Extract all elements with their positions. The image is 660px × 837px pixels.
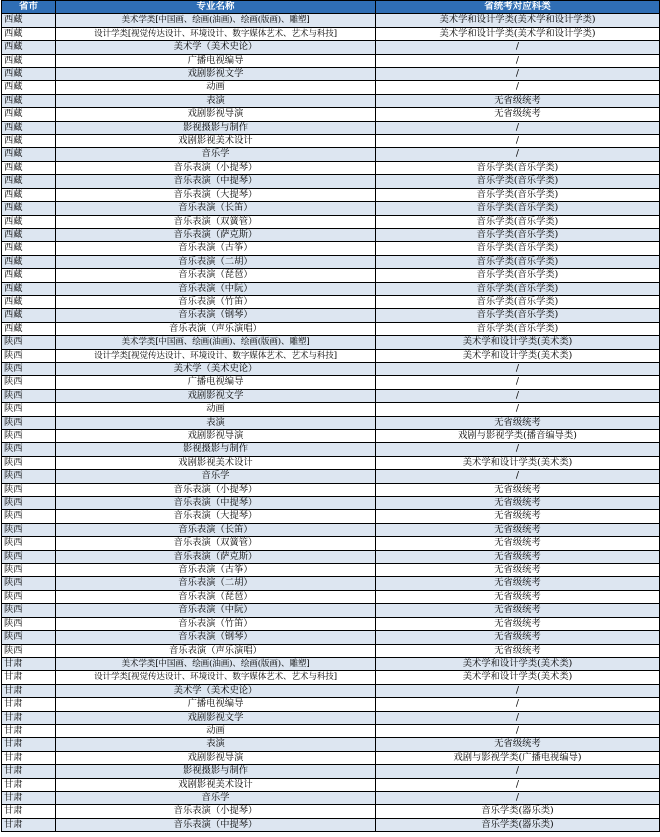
table-row	[2, 430, 660, 443]
major-cell: 音乐表演（中阮）	[56, 604, 376, 617]
exam-category-cell: 音乐学类(音乐学类)	[376, 242, 660, 255]
province-cell: 陕西	[2, 470, 56, 483]
major-cell: 动画	[56, 81, 376, 94]
table-row	[2, 215, 660, 228]
exam-category-cell: /	[376, 376, 660, 389]
table-row	[2, 242, 660, 255]
major-cell: 音乐表演（长笛）	[56, 523, 376, 536]
exam-category-cell: 戏剧与影视学类(广播电视编导)	[376, 751, 660, 764]
major-cell: 广播电视编导	[56, 54, 376, 67]
province-cell: 甘肃	[2, 778, 56, 791]
exam-category-cell: 音乐学类(器乐类)	[376, 818, 660, 831]
province-cell: 甘肃	[2, 805, 56, 818]
table-row	[2, 738, 660, 751]
table-row	[2, 349, 660, 362]
exam-category-cell: /	[376, 81, 660, 94]
table-row	[2, 456, 660, 469]
major-cell: 音乐表演（琵琶）	[56, 269, 376, 282]
exam-category-cell: /	[376, 684, 660, 697]
major-cell: 音乐表演（双簧管）	[56, 537, 376, 550]
table-row	[2, 282, 660, 295]
province-cell: 陕西	[2, 644, 56, 657]
province-cell: 陕西	[2, 523, 56, 536]
table-row	[2, 322, 660, 335]
exam-category-cell: 无省级统考	[376, 550, 660, 563]
exam-category-cell: 美术学和设计学类(美术类)	[376, 349, 660, 362]
header-exam-category: 省统考对应科类	[376, 1, 660, 14]
province-cell: 陕西	[2, 604, 56, 617]
province-cell: 甘肃	[2, 791, 56, 804]
exam-category-cell: 无省级统考	[376, 523, 660, 536]
exam-category-cell: 音乐学类(音乐学类)	[376, 269, 660, 282]
table-row	[2, 604, 660, 617]
major-cell: 音乐表演（钢琴）	[56, 309, 376, 322]
exam-category-cell: /	[376, 68, 660, 81]
major-cell: 音乐表演（古筝）	[56, 242, 376, 255]
exam-category-cell: /	[376, 724, 660, 737]
major-cell: 美术学（美术史论）	[56, 41, 376, 54]
major-cell: 广播电视编导	[56, 698, 376, 711]
table-row	[2, 376, 660, 389]
table-row	[2, 617, 660, 630]
major-cell: 美术学（美术史论）	[56, 684, 376, 697]
exam-category-cell: 美术学和设计学类(美术学和设计学类)	[376, 27, 660, 40]
major-cell: 音乐表演（二胡）	[56, 255, 376, 268]
province-cell: 陕西	[2, 443, 56, 456]
table-row	[2, 510, 660, 523]
major-cell: 影视摄影与制作	[56, 121, 376, 134]
province-cell: 陕西	[2, 376, 56, 389]
major-cell: 音乐表演（声乐演唱）	[56, 644, 376, 657]
art-major-exam-table	[1, 0, 660, 832]
table-row	[2, 309, 660, 322]
exam-category-cell: 音乐学类(音乐学类)	[376, 295, 660, 308]
province-cell: 陕西	[2, 577, 56, 590]
province-cell: 西藏	[2, 27, 56, 40]
exam-category-cell: 音乐学类(音乐学类)	[376, 161, 660, 174]
exam-category-cell: /	[376, 121, 660, 134]
exam-category-cell: 美术学和设计学类(美术类)	[376, 336, 660, 349]
major-cell: 音乐表演（长笛）	[56, 202, 376, 215]
table-row	[2, 483, 660, 496]
table-row	[2, 631, 660, 644]
exam-category-cell: 美术学和设计学类(美术类)	[376, 671, 660, 684]
province-cell: 陕西	[2, 510, 56, 523]
major-cell: 音乐学	[56, 791, 376, 804]
exam-category-cell: /	[376, 148, 660, 161]
table-row	[2, 68, 660, 81]
province-cell: 陕西	[2, 430, 56, 443]
major-cell: 音乐表演（萨克斯）	[56, 228, 376, 241]
major-cell: 戏剧影视导演	[56, 430, 376, 443]
province-cell: 陕西	[2, 416, 56, 429]
exam-category-cell: 音乐学类(器乐类)	[376, 805, 660, 818]
major-cell: 戏剧影视文学	[56, 68, 376, 81]
table-row	[2, 255, 660, 268]
exam-category-cell: /	[376, 41, 660, 54]
province-cell: 西藏	[2, 309, 56, 322]
table-row	[2, 403, 660, 416]
table-row	[2, 805, 660, 818]
exam-category-cell: /	[376, 470, 660, 483]
exam-category-cell: 美术学和设计学类(美术学和设计学类)	[376, 14, 660, 27]
province-cell: 甘肃	[2, 765, 56, 778]
table-row	[2, 577, 660, 590]
major-cell: 美术学类[中国画、绘画(油画)、绘画(版画)、雕塑]	[56, 657, 376, 670]
table-row	[2, 416, 660, 429]
major-cell: 表演	[56, 416, 376, 429]
exam-category-cell: /	[376, 135, 660, 148]
province-cell: 西藏	[2, 228, 56, 241]
table-row	[2, 724, 660, 737]
province-cell: 陕西	[2, 483, 56, 496]
major-cell: 音乐表演（小提琴）	[56, 805, 376, 818]
major-cell: 音乐表演（大提琴）	[56, 510, 376, 523]
province-cell: 西藏	[2, 161, 56, 174]
major-cell: 广播电视编导	[56, 376, 376, 389]
major-cell: 音乐表演（二胡）	[56, 577, 376, 590]
province-cell: 陕西	[2, 497, 56, 510]
province-cell: 西藏	[2, 148, 56, 161]
province-cell: 陕西	[2, 631, 56, 644]
major-cell: 音乐表演（大提琴）	[56, 188, 376, 201]
province-cell: 西藏	[2, 94, 56, 107]
province-cell: 甘肃	[2, 711, 56, 724]
province-cell: 陕西	[2, 590, 56, 603]
major-cell: 影视摄影与制作	[56, 765, 376, 778]
province-cell: 陕西	[2, 456, 56, 469]
table-row	[2, 54, 660, 67]
exam-category-cell: 音乐学类(音乐学类)	[376, 322, 660, 335]
province-cell: 西藏	[2, 68, 56, 81]
major-cell: 戏剧影视导演	[56, 751, 376, 764]
exam-category-cell: 无省级统考	[376, 590, 660, 603]
province-cell: 甘肃	[2, 671, 56, 684]
major-cell: 美术学（美术史论）	[56, 362, 376, 375]
major-cell: 音乐表演（中提琴）	[56, 818, 376, 831]
major-cell: 音乐表演（声乐演唱）	[56, 322, 376, 335]
table-row	[2, 14, 660, 27]
province-cell: 西藏	[2, 255, 56, 268]
exam-category-cell: /	[376, 698, 660, 711]
province-cell: 甘肃	[2, 724, 56, 737]
exam-category-cell: 无省级统考	[376, 108, 660, 121]
province-cell: 甘肃	[2, 818, 56, 831]
major-cell: 戏剧影视美术设计	[56, 456, 376, 469]
exam-category-cell: /	[376, 403, 660, 416]
table-row	[2, 108, 660, 121]
exam-category-cell: 戏剧与影视学类(播音编导类)	[376, 430, 660, 443]
table-row	[2, 550, 660, 563]
table-row	[2, 443, 660, 456]
exam-category-cell: /	[376, 778, 660, 791]
major-cell: 音乐表演（萨克斯）	[56, 550, 376, 563]
exam-category-cell: 无省级统考	[376, 483, 660, 496]
table-row	[2, 698, 660, 711]
major-cell: 戏剧影视美术设计	[56, 135, 376, 148]
exam-category-cell: 音乐学类(音乐学类)	[376, 175, 660, 188]
major-cell: 设计学类[视觉传达设计、环境设计、数字媒体艺术、艺术与科技]	[56, 349, 376, 362]
province-cell: 西藏	[2, 242, 56, 255]
province-cell: 西藏	[2, 295, 56, 308]
exam-category-cell: /	[376, 362, 660, 375]
exam-category-cell: 无省级统考	[376, 510, 660, 523]
province-cell: 陕西	[2, 336, 56, 349]
exam-category-cell: 音乐学类(音乐学类)	[376, 188, 660, 201]
table-row	[2, 94, 660, 107]
province-cell: 西藏	[2, 41, 56, 54]
exam-category-cell: 美术学和设计学类(美术类)	[376, 456, 660, 469]
exam-category-cell: 音乐学类(音乐学类)	[376, 282, 660, 295]
exam-category-cell: /	[376, 54, 660, 67]
table-row	[2, 135, 660, 148]
exam-category-cell: 音乐学类(音乐学类)	[376, 255, 660, 268]
exam-category-cell: 音乐学类(音乐学类)	[376, 215, 660, 228]
major-cell: 音乐表演（中阮）	[56, 282, 376, 295]
major-cell: 动画	[56, 724, 376, 737]
major-cell: 戏剧影视文学	[56, 389, 376, 402]
major-cell: 音乐表演（小提琴）	[56, 483, 376, 496]
province-cell: 甘肃	[2, 751, 56, 764]
major-cell: 音乐表演（钢琴）	[56, 631, 376, 644]
province-cell: 甘肃	[2, 657, 56, 670]
province-cell: 西藏	[2, 215, 56, 228]
major-cell: 音乐表演（竹笛）	[56, 295, 376, 308]
major-cell: 音乐学	[56, 470, 376, 483]
exam-category-cell: 无省级统考	[376, 537, 660, 550]
province-cell: 甘肃	[2, 738, 56, 751]
major-cell: 音乐表演（古筝）	[56, 564, 376, 577]
province-cell: 陕西	[2, 403, 56, 416]
table-row	[2, 644, 660, 657]
table-row	[2, 188, 660, 201]
major-cell: 音乐学	[56, 148, 376, 161]
exam-category-cell: /	[376, 791, 660, 804]
table-row	[2, 81, 660, 94]
major-cell: 影视摄影与制作	[56, 443, 376, 456]
major-cell: 戏剧影视导演	[56, 108, 376, 121]
major-cell: 音乐表演（琵琶）	[56, 590, 376, 603]
major-cell: 音乐表演（竹笛）	[56, 617, 376, 630]
table-row	[2, 765, 660, 778]
header-row	[2, 1, 660, 14]
province-cell: 西藏	[2, 54, 56, 67]
exam-category-cell: 无省级统考	[376, 617, 660, 630]
table-row	[2, 657, 660, 670]
table-row	[2, 470, 660, 483]
province-cell: 西藏	[2, 135, 56, 148]
table-row	[2, 269, 660, 282]
exam-category-cell: 音乐学类(音乐学类)	[376, 309, 660, 322]
table-row	[2, 336, 660, 349]
table-row	[2, 27, 660, 40]
table-row	[2, 161, 660, 174]
exam-category-cell: 美术学和设计学类(美术类)	[376, 657, 660, 670]
province-cell: 陕西	[2, 617, 56, 630]
table-row	[2, 202, 660, 215]
table-row	[2, 684, 660, 697]
table-row	[2, 362, 660, 375]
header-major: 专业名称	[56, 1, 376, 14]
province-cell: 陕西	[2, 349, 56, 362]
table-row	[2, 41, 660, 54]
table-body	[2, 14, 660, 832]
major-cell: 设计学类[视觉传达设计、环境设计、数字媒体艺术、艺术与科技]	[56, 671, 376, 684]
exam-category-cell: 音乐学类(音乐学类)	[376, 228, 660, 241]
province-cell: 西藏	[2, 282, 56, 295]
province-cell: 西藏	[2, 14, 56, 27]
major-cell: 美术学类[中国画、绘画(油画)、绘画(版画)、雕塑]	[56, 14, 376, 27]
major-cell: 表演	[56, 738, 376, 751]
major-cell: 音乐表演（中提琴）	[56, 175, 376, 188]
table-row	[2, 711, 660, 724]
exam-category-cell: /	[376, 765, 660, 778]
table-row	[2, 778, 660, 791]
major-cell: 设计学类[视觉传达设计、环境设计、数字媒体艺术、艺术与科技]	[56, 27, 376, 40]
exam-category-cell: 无省级统考	[376, 644, 660, 657]
province-cell: 西藏	[2, 121, 56, 134]
province-cell: 陕西	[2, 362, 56, 375]
table-row	[2, 175, 660, 188]
table-row	[2, 148, 660, 161]
exam-category-cell: /	[376, 711, 660, 724]
exam-category-cell: 无省级统考	[376, 577, 660, 590]
province-cell: 西藏	[2, 269, 56, 282]
province-cell: 西藏	[2, 202, 56, 215]
province-cell: 陕西	[2, 537, 56, 550]
province-cell: 甘肃	[2, 698, 56, 711]
table-row	[2, 121, 660, 134]
exam-category-cell: 无省级统考	[376, 631, 660, 644]
province-cell: 西藏	[2, 175, 56, 188]
province-cell: 陕西	[2, 564, 56, 577]
province-cell: 西藏	[2, 81, 56, 94]
header-province: 省市	[2, 1, 56, 14]
exam-category-cell: 音乐学类(音乐学类)	[376, 202, 660, 215]
exam-category-cell: 无省级统考	[376, 94, 660, 107]
major-cell: 美术学类[中国画、绘画(油画)、绘画(版画)、雕塑]	[56, 336, 376, 349]
major-cell: 戏剧影视美术设计	[56, 778, 376, 791]
table-row	[2, 791, 660, 804]
table-row	[2, 389, 660, 402]
province-cell: 西藏	[2, 322, 56, 335]
exam-category-cell: 无省级统考	[376, 497, 660, 510]
province-cell: 陕西	[2, 389, 56, 402]
province-cell: 西藏	[2, 108, 56, 121]
table-row	[2, 295, 660, 308]
province-cell: 西藏	[2, 188, 56, 201]
table-row	[2, 523, 660, 536]
major-cell: 音乐表演（双簧管）	[56, 215, 376, 228]
table-row	[2, 818, 660, 831]
table-row	[2, 537, 660, 550]
table-row	[2, 228, 660, 241]
table-row	[2, 590, 660, 603]
province-cell: 陕西	[2, 550, 56, 563]
exam-category-cell: 无省级统考	[376, 604, 660, 617]
major-cell: 音乐表演（中提琴）	[56, 497, 376, 510]
exam-category-cell: 无省级统考	[376, 564, 660, 577]
table-row	[2, 497, 660, 510]
table-row	[2, 751, 660, 764]
exam-category-cell: /	[376, 443, 660, 456]
major-cell: 动画	[56, 403, 376, 416]
exam-category-cell: /	[376, 389, 660, 402]
exam-category-cell: 无省级统考	[376, 738, 660, 751]
table-row	[2, 564, 660, 577]
exam-category-cell: 无省级统考	[376, 416, 660, 429]
major-cell: 表演	[56, 94, 376, 107]
major-cell: 戏剧影视文学	[56, 711, 376, 724]
major-cell: 音乐表演（小提琴）	[56, 161, 376, 174]
province-cell: 甘肃	[2, 684, 56, 697]
table-row	[2, 671, 660, 684]
